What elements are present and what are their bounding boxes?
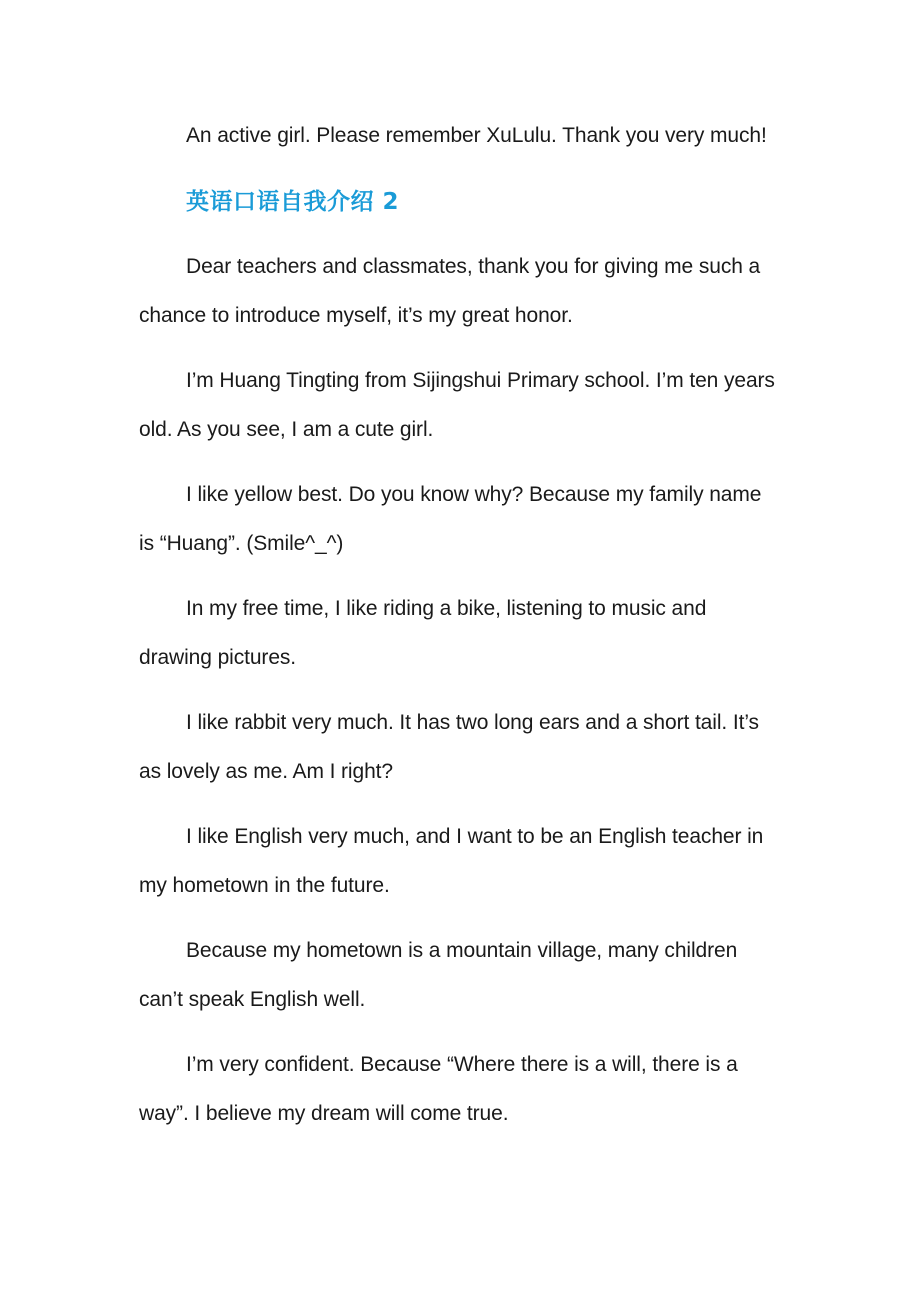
paragraph-hobbies: In my free time, I like riding a bike, listening to music and drawing pictures.: [139, 597, 707, 669]
paragraph-rabbit: I like rabbit very much. It has two long ears and a short tail. It’s as lovely as me. Am I right?: [139, 711, 759, 783]
intro-line: An active girl. Please remember XuLulu. Thank you very much!: [186, 124, 767, 147]
paragraph-confident: I’m very confident. Because “Where there is a will, there is a way”. I believe my dream will come true.: [139, 1053, 738, 1125]
paragraph-english-teacher: I like English very much, and I want to be an English teacher in my hometown in the future.: [139, 825, 764, 897]
paragraph-hometown: Because my hometown is a mountain village, many children can’t speak English well.: [139, 939, 738, 1011]
paragraph-name-school: I’m Huang Tingting from Sijingshui Primary school. I’m ten years old. As you see, I am a cute girl.: [139, 369, 775, 441]
document-body: [139, 112, 780, 1155]
paragraph-greeting: Dear teachers and classmates, thank you for giving me such a chance to introduce myself, it’s my great honor.: [139, 255, 761, 327]
paragraph-favorite-color: I like yellow best. Do you know why? Because my family name is “Huang”. (Smile^_^): [139, 483, 762, 555]
section-heading: 英语口语自我介绍 2: [186, 188, 400, 215]
